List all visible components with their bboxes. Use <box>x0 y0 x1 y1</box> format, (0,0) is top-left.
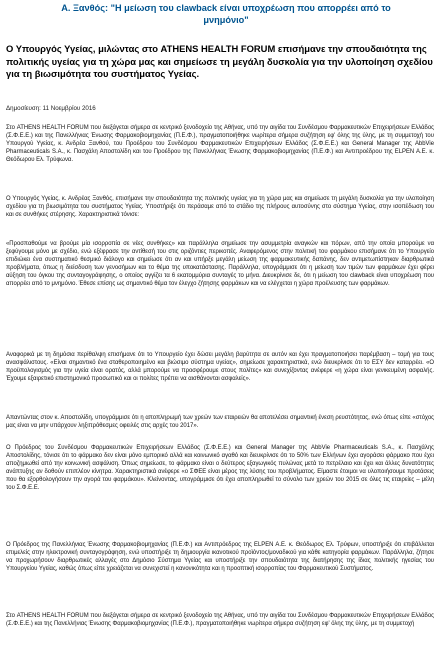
paragraph-7: Ο Πρόεδρος της Πανελλήνιας Ένωσης Φαρμακοβιομηχανίας (Π.Ε.Φ.) και Αντιπρόεδρος της ELPEN A.E. κ. Θεόδωρος Ελ. Τρύφων, υποστήριξε ότι επιβάλλεται επιμελείς στην ηλεκτρονική συνταγογράφηση, ενώ υποστήριξε τη δημιουργία ικανοτικού προϊόντος/μοναδικού για κάθε κατηγορία φαρμάκων. Παράλληλα, ζήτησε να προχωρήσουν διαρθρωτικές αλλαγές στο Δημόσιο Σύστημα Υγείας και υποστήριξε την σπουδαιότητα της διατήρησης της ίδιας πολιτικής ηγεσίας του Υπουργείου Υγείας, καθώς όπως είπε χρειάζεται να συνεχιστεί η κανονικότητα και η προοπτική ισορροπίας του Φαρμακευτικού Συστήματος. <box>6 542 434 573</box>
paragraph-3: «Προσπαθούμε να βρούμε μία ισορροπία σε νέες συνθήκες» και παράλληλα σημείωσε την ασυμμετρία αναγκών και πόρων, από την οποία μπορούμε να ξεφύγουμε μόνο με σχέδιο, ενώ εξέφρασε την αντίθεσή του στις οριζόντιες περικοπές. Αναφερόμενος στην πολιτική του φαρμάκου επισήμανε ότι το Υπουργείο επιδιώκει ένα συστηματικό θεσμικό διάλογο και σημείωσε ότι αν και υπήρξε μεγάλη μείωση της φαρμακευτικής δαπάνης, δεν αντιμετωπίστηκαν διαρθρωτικά προβλήματα, όπως η διείσδυση των γενοσήμων και το θέμα της υποκατάστασης. Παράλληλα, υπογράμμισε ότι η μείωση των τιμών των φαρμάκων έχει φέρει αύξηση του όγκου της συνταγογράφησης, ο οποίος αγγίζει τα 6 εκατομμύρια συνταγές το μήνα. Διευκρίνισε δε, ότι η μείωση του clawback είναι υποχρέωση που απορρέει από το μνημόνιο. Έθεσε επίσης ως σημαντικό θέμα τον έλεγχο ζήτησης φαρμάκων και να ελέγχεται η χώρα προέλευσης των φαρμάκων. <box>6 241 434 288</box>
paragraph-5: Απαντώντας στον κ. Αποστολίδη, υπογράμμισε ότι η αποπληρωμή των χρεών των εταιρειών θα αποτελέσει σημαντική ένεση ρευστότητας, ενώ όπως είπε «στόχος μας είναι να μην υπάρχουν ληξιπρόθεσμες οφειλές στις αρχές του 2017». <box>6 415 434 430</box>
paragraph-6: Ο Πρόεδρος του Συνδέσμου Φαρμακευτικών Επιχειρήσεων Ελλάδος (Σ.Φ.Ε.Ε.) και General Manager της AbbVie Pharmaceuticals S.A., κ. Πασχάλης Αποστολίδης, τόνισε ότι το φάρμακο δεν είναι μόνο εμπορικό αλλά και κοινωνικό αγαθό και διευκρίνισε ότι το 50% των Ελλήνων έχει αγοράσει φάρμακο που έχει αποζημιωθεί από την κοινωνική ασφάλιση. Όπως σημείωσε, το φάρμακο είναι ο δεύτερος εξαγωγικός πυλώνας μετά το πετρέλαιο και έχει και άλλες δυνατότητες ανάπτυξης αν δοθούν επιπλέον κίνητρα. Χαρακτηριστικά ανέφερε «ο ΣΦΕΕ είναι μέρος της λύσης του προβλήματος. Είμαστε έτοιμοι να υλοποιήσουμε προτάσεις που θα εξορθολογήσουν την αγορά του φαρμάκου». Κλείνοντας, υπογράμμισε ότι έχει αποπληρωθεί το σύνολο των χρεών του 2015 σε όλες τις εταιρείες – μέλη του Σ.Φ.Ε.Ε. <box>6 445 434 492</box>
publication-date: Δημοσίευση: 11 Νοεμβρίου 2016 <box>6 105 96 112</box>
article-title: Α. Ξανθός: "Η μείωση του clawback είναι υποχρέωση που απορρέει από το μνημόνιο" <box>61 3 391 25</box>
paragraph-1: Στο ATHENS HEALTH FORUM που διεξάγεται σήμερα σε κεντρικό ξενοδοχείο της Αθήνας, υπό την αιγίδα του Συνδέσμου Φαρμακευτικών Επιχειρήσεων Ελλάδος (Σ.Φ.Ε.Ε.) και της Πανελλήνιας Ένωσης Φαρμακοβιομηχανίας (Π.Ε.Φ.), πραγματοποιήθηκε νωρίτερα σήμερα συζήτηση εφ' όλης της ύλης, με τη συμμετοχή του Υπουργού Υγείας, κ. Ανδρέα Ξανθού, του Προέδρου του Συνδέσμου Φαρμακευτικών Επιχειρήσεων Ελλάδος (Σ.Φ.Ε.Ε.) και General Manager της AbbVie Pharmaceuticals S.A., κ. Πασχάλη Αποστολίδη και του Προέδρου της Πανελλήνιας Ένωσης Φαρμακοβιομηχανίας (Π.Ε.Φ.) και Αντιπροέδρου της ELPEN A.E. κ. Θεόδωρου Ελ. Τρύφωνα. <box>6 125 434 164</box>
paragraph-2: Ο Υπουργός Υγείας, κ. Ανδρέας Ξανθός, επισήμανε την σπουδαιότητα της πολιτικής υγείας για τη χώρα μας και σημείωσε τη μεγάλη δυσκολία για την υλοποίηση σχεδίου για τη βιωσιμότητα του συστήματος Υγείας. Υποστήριξε ότι περάσαμε από το στάδιο της πλήρους αυτοσύνης στο σύστημα Υγείας, στην ισοπέδωση του και σε συνθήκες στέρησης. Χαρακτηριστικά τόνισε: <box>6 196 434 219</box>
paragraph-8: Στο ATHENS HEALTH FORUM που διεξάγεται σήμερα σε κεντρικό ξενοδοχείο της Αθήνας, υπό την αιγίδα του Συνδέσμου Φαρμακευτικών Επιχειρήσεων Ελλάδος (Σ.Φ.Ε.Ε.) και της Πανελλήνιας Ένωσης Φαρμακοβιομηχανίας (Π.Ε.Φ.), πραγματοποιήθηκε νωρίτερα σήμερα συζήτηση εφ' όλης της ύλης, με τη συμμετοχή <box>6 613 434 628</box>
article-lead: Ο Υπουργός Υγείας, μιλώντας στο ATHENS HEALTH FORUM επισήμανε την σπουδαιότητα της πολιτικής υγείας για τη χώρα μας και σημείωσε τη μεγάλη δυσκολία για την υλοποίηση σχεδίου για τη βιωσιμότητα του συστήματος Υγείας. <box>6 43 433 80</box>
paragraph-4: Αναφορικά με τη δημόσια περίθαλψη επισήμανε ότι το Υπουργείο έχει δώσει μεγάλη βαρύτητα σε αυτόν και έχει πραγματοποιήσει παρέμβαση – τομή για τους ανασφάλιστους. «Είναι σημαντικό ένα σταθεροποιημένο και βιώσιμο σύστημα υγείας», σημείωσε χαρακτηριστικά, ενώ διευκρίνισε ότι το ΕΣΥ δεν καταρρέει. «Ο προϋπολογισμός για την υγεία είναι ορατός, αλλά μπορούμε να προσφέρουμε στους πολίτες» και συνεχίζοντας ανέφερε «η χώρα είναι γενικευμένη ασφαλής. Έχουμε εξαιρετικό επιστημονικό προσωπικό και οι πολίτες πρέπει να αισθάνονται ασφαλείς». <box>6 352 434 383</box>
